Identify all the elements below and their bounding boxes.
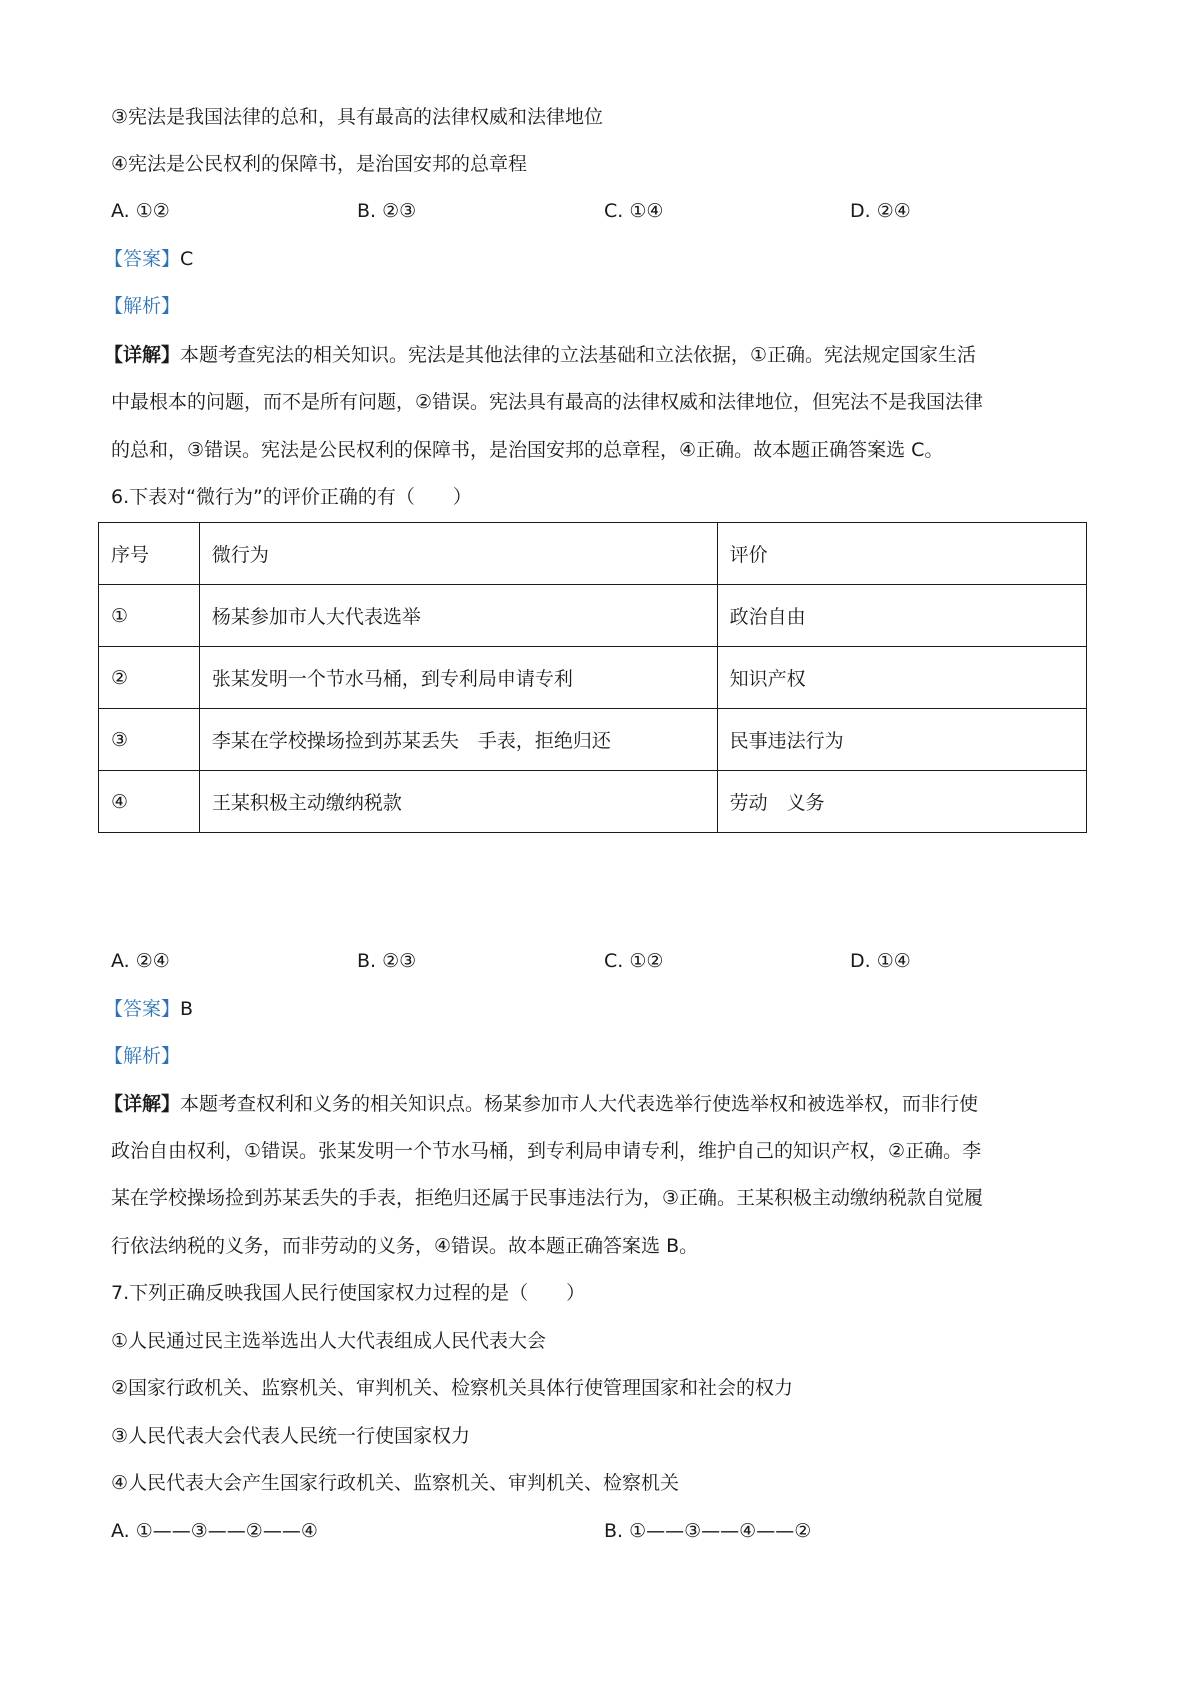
- analysis-tag: 【解析】: [104, 1045, 181, 1067]
- q5-detail-line-3: 的总和，③错误。宪法是公民权利的保障书，是治国安邦的总章程，④正确。故本题正确答案选 C。: [111, 439, 944, 461]
- table-row: [99, 709, 1087, 771]
- cell-evaluation: 民事违法行为: [717, 709, 1086, 771]
- q6-question: 6.下表对“微行为”的评价正确的有（ ）: [111, 486, 472, 508]
- cell-index: ①: [99, 585, 200, 647]
- q6-detail-line-4: 行依法纳税的义务，而非劳动的义务，④错误。故本题正确答案选 B。: [111, 1235, 699, 1257]
- q5-detail-line-1: [104, 342, 976, 368]
- detail-tag: 【详解】: [104, 344, 181, 366]
- cell-behavior: 杨某参加市人大代表选举: [199, 585, 717, 647]
- table-header-row: [99, 523, 1087, 585]
- analysis-tag: 【解析】: [104, 295, 181, 317]
- cell-behavior: 王某积极主动缴纳税款: [199, 771, 717, 833]
- q6-option-c[interactable]: C. ①②: [604, 950, 664, 972]
- answer-value: C: [180, 248, 194, 270]
- q6-detail-line-2: 政治自由权利，①错误。张某发明一个节水马桶，到专利局申请专利，维护自己的知识产权，②正确。李: [111, 1140, 982, 1162]
- q5-answer: [104, 246, 193, 272]
- q6-option-d[interactable]: D. ①④: [850, 950, 911, 972]
- detail-tag: 【详解】: [104, 1093, 181, 1115]
- detail-text: 本题考查宪法的相关知识。宪法是其他法律的立法基础和立法依据，①正确。宪法规定国家生活: [180, 344, 977, 366]
- cell-evaluation: 政治自由: [717, 585, 1086, 647]
- q5-option-a[interactable]: A. ①②: [111, 200, 170, 222]
- evaluation-table: [98, 522, 1087, 833]
- q5-option-c[interactable]: C. ①④: [604, 200, 664, 222]
- table-row: [99, 771, 1087, 833]
- cell-evaluation: 知识产权: [717, 647, 1086, 709]
- table-row: [99, 647, 1087, 709]
- q5-statement-3: ③宪法是我国法律的总和，具有最高的法律权威和法律地位: [111, 106, 604, 128]
- q7-statement-4: ④人民代表大会产生国家行政机关、监察机关、审判机关、检察机关: [111, 1472, 680, 1494]
- cell-index: ④: [99, 771, 200, 833]
- cell-evaluation: 劳动 义务: [717, 771, 1086, 833]
- q6-option-a[interactable]: A. ②④: [111, 950, 170, 972]
- header-cell-behavior: 微行为: [199, 523, 717, 585]
- detail-text: 本题考查权利和义务的相关知识点。杨某参加市人大代表选举行使选举权和被选举权，而非行使: [180, 1093, 979, 1115]
- answer-tag: 【答案】: [104, 248, 181, 270]
- q6-option-b[interactable]: B. ②③: [357, 950, 417, 972]
- header-cell-evaluation: 评价: [717, 523, 1086, 585]
- cell-behavior: 张某发明一个节水马桶，到专利局申请专利: [199, 647, 717, 709]
- q5-statement-4: ④宪法是公民权利的保障书，是治国安邦的总章程: [111, 153, 528, 175]
- cell-index: ③: [99, 709, 200, 771]
- table-row: [99, 585, 1087, 647]
- q7-option-b[interactable]: B. ①——③——④——②: [604, 1520, 812, 1542]
- q6-detail-line-3: 某在学校操场捡到苏某丢失的手表，拒绝归还属于民事违法行为，③正确。王某积极主动缴纳税款自觉履: [111, 1187, 984, 1209]
- q7-statement-3: ③人民代表大会代表人民统一行使国家权力: [111, 1425, 471, 1447]
- q5-option-b[interactable]: B. ②③: [357, 200, 417, 222]
- q5-option-d[interactable]: D. ②④: [850, 200, 911, 222]
- q5-detail-line-2: 中最根本的问题，而不是所有问题，②错误。宪法具有最高的法律权威和法律地位，但宪法不是我国法律: [111, 391, 984, 413]
- q6-analysis-heading: [104, 1043, 180, 1069]
- cell-behavior: 李某在学校操场捡到苏某丢失 手表，拒绝归还: [199, 709, 717, 771]
- header-cell-index: 序号: [99, 523, 200, 585]
- q6-detail-line-1: [104, 1091, 978, 1117]
- q5-analysis-heading: [104, 293, 180, 319]
- q7-question: 7.下列正确反映我国人民行使国家权力过程的是（ ）: [111, 1282, 586, 1304]
- cell-index: ②: [99, 647, 200, 709]
- q7-option-a[interactable]: A. ①——③——②——④: [111, 1520, 318, 1542]
- answer-value: B: [180, 998, 194, 1020]
- q7-statement-1: ①人民通过民主选举选出人大代表组成人民代表大会: [111, 1330, 547, 1352]
- q7-statement-2: ②国家行政机关、监察机关、审判机关、检察机关具体行使管理国家和社会的权力: [111, 1377, 794, 1399]
- q6-answer: [104, 996, 193, 1022]
- answer-tag: 【答案】: [104, 998, 181, 1020]
